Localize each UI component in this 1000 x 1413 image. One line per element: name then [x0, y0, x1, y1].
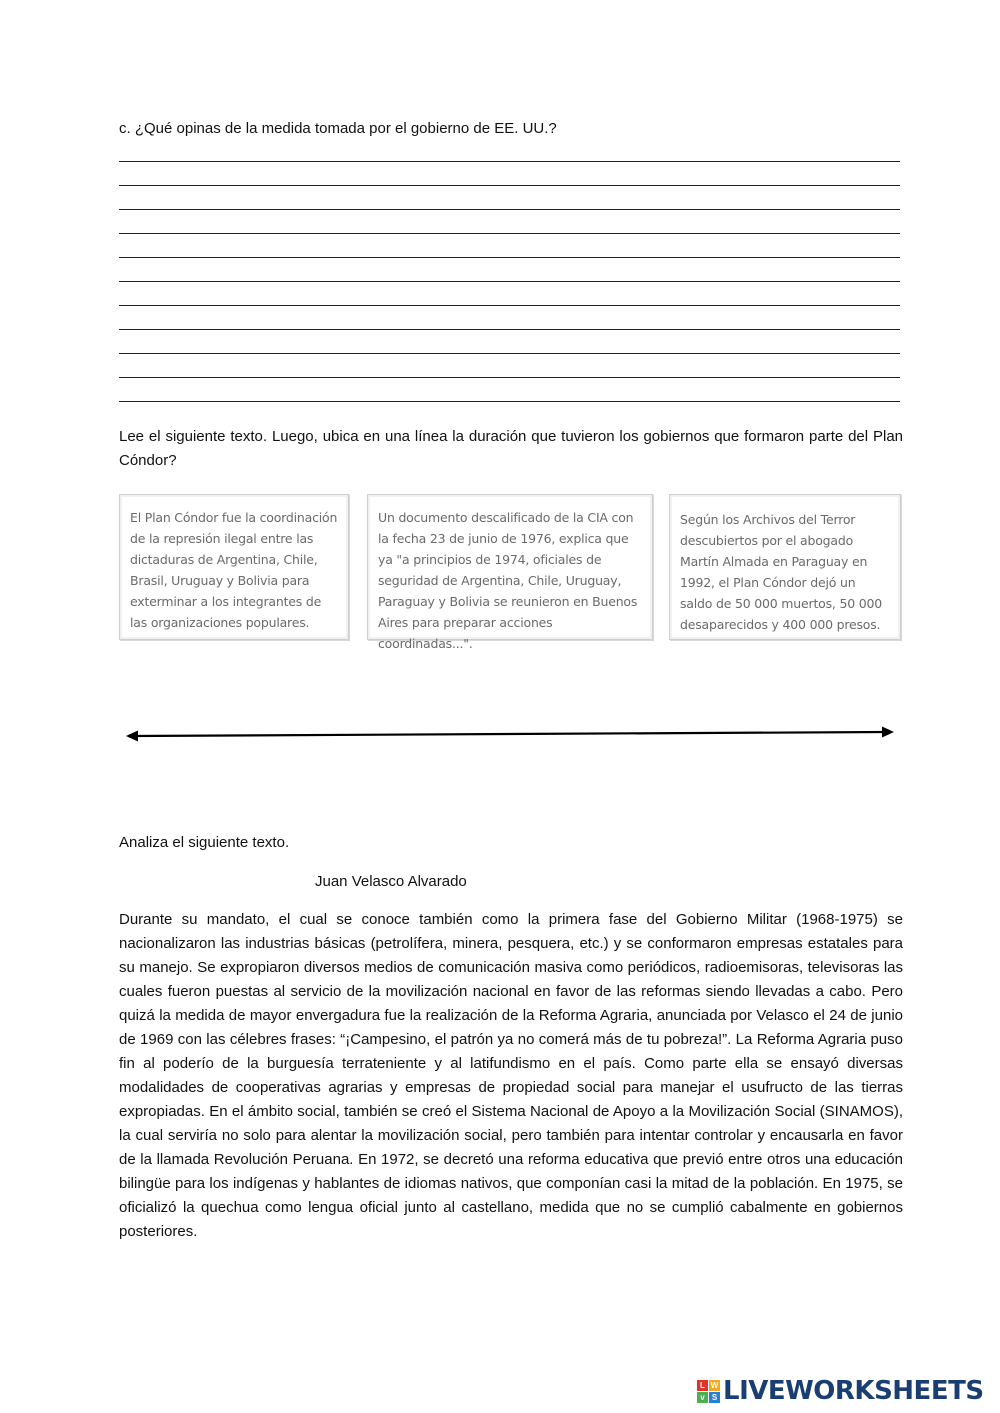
liveworksheets-icon: [697, 1380, 720, 1403]
logo-icon-tile: W: [710, 1380, 719, 1390]
info-card-archivos-terror: Según los Archivos del Terror descubiertos por el abogado Martín Almada en Paraguay en 1992, el Plan Cóndor dejó un saldo de 50 000 muertos, 50 000 desaparecidos y 400 000 presos.: [669, 494, 901, 640]
logo-text: LIVEWORKSHEETS: [723, 1376, 984, 1406]
answer-line[interactable]: [119, 282, 900, 306]
answer-line[interactable]: [119, 306, 900, 330]
logo-icon-tile: v: [697, 1392, 708, 1403]
answer-line[interactable]: [119, 162, 900, 186]
answer-line[interactable]: [119, 354, 900, 378]
answer-line[interactable]: [119, 186, 900, 210]
text-heading: Juan Velasco Alvarado: [315, 873, 467, 890]
info-card-plan-condor: El Plan Cóndor fue la coordinación de la represión ilegal entre las dictaduras de Argentina, Chile, Brasil, Uruguay y Bolivia para exterminar a los integrantes de las organizaciones populares.: [119, 494, 349, 640]
answer-line[interactable]: [119, 378, 900, 402]
answer-line[interactable]: [119, 330, 900, 354]
answer-lines[interactable]: [119, 160, 900, 402]
logo-icon-tile: S: [709, 1392, 720, 1403]
liveworksheets-logo: [697, 1376, 984, 1406]
answer-line[interactable]: [119, 210, 900, 234]
answer-line[interactable]: [119, 258, 900, 282]
velasco-text: Durante su mandato, el cual se conoce también como la primera fase del Gobierno Militar (1968-1975) se nacionalizaron las industrias básicas (petrolífera, minera, pesquera, etc.) y se conformaron empresas estatales para su manejo. Se expropiaron diversos medios de comunicación masiva como periódicos, radioemisoras, televisoras las cuales fueron puestas al servicio de la movilización nacional en favor de las reformas siendo llevadas a cabo. Pero quizá la medida de mayor envergadura fue la realización de la Reforma Agraria, anunciada por Velasco el 24 de junio de 1969 con las célebres frases: “¡Campesino, el patrón ya no comerá más de tu pobreza!”. La Reforma Agraria puso fin al poderío de la burguesía terrateniente y al latifundismo en el país. Como parte ella se ensayó diversas modalidades de cooperativas agrarias y empresas de propiedad social para manejar el usufructo de las tierras expropiadas. En el ámbito social, también se creó el Sistema Nacional de Apoyo a la Movilización Social (SINAMOS), la cual serviría no solo para alentar la movilización social, pero también para intentar controlar y encausarla en favor de la llamada Revolución Peruana. En 1972, se decretó una reforma educativa que previó entre otros una educación bilingüe para los indígenas y hablantes de idiomas nativos, que componían casi la mitad de la población. En 1975, se oficializó la quechua como lengua oficial junto al castellano, medida que no se cumplió cabalmente en gobiernos posteriores.: [119, 911, 903, 1240]
question-c: c. ¿Qué opinas de la medida tomada por el gobierno de EE. UU.?: [119, 120, 557, 137]
section-label: Analiza el siguiente texto.: [119, 834, 290, 851]
instruction-text: Lee el siguiente texto. Luego, ubica en una línea la duración que tuvieron los gobiernos que formaron parte del Plan Cóndor?: [119, 428, 903, 469]
answer-line[interactable]: [119, 234, 900, 258]
logo-icon-tile: L: [697, 1380, 708, 1391]
timeline-double-arrow[interactable]: [126, 720, 896, 750]
info-card-cia-document: Un documento descalificado de la CIA con la fecha 23 de junio de 1976, explica que ya "a principios de 1974, oficiales de seguridad de Argentina, Chile, Uruguay, Paraguay y Bolivia se reunieron en Buenos Aires para preparar acciones coordinadas...".: [367, 494, 653, 640]
